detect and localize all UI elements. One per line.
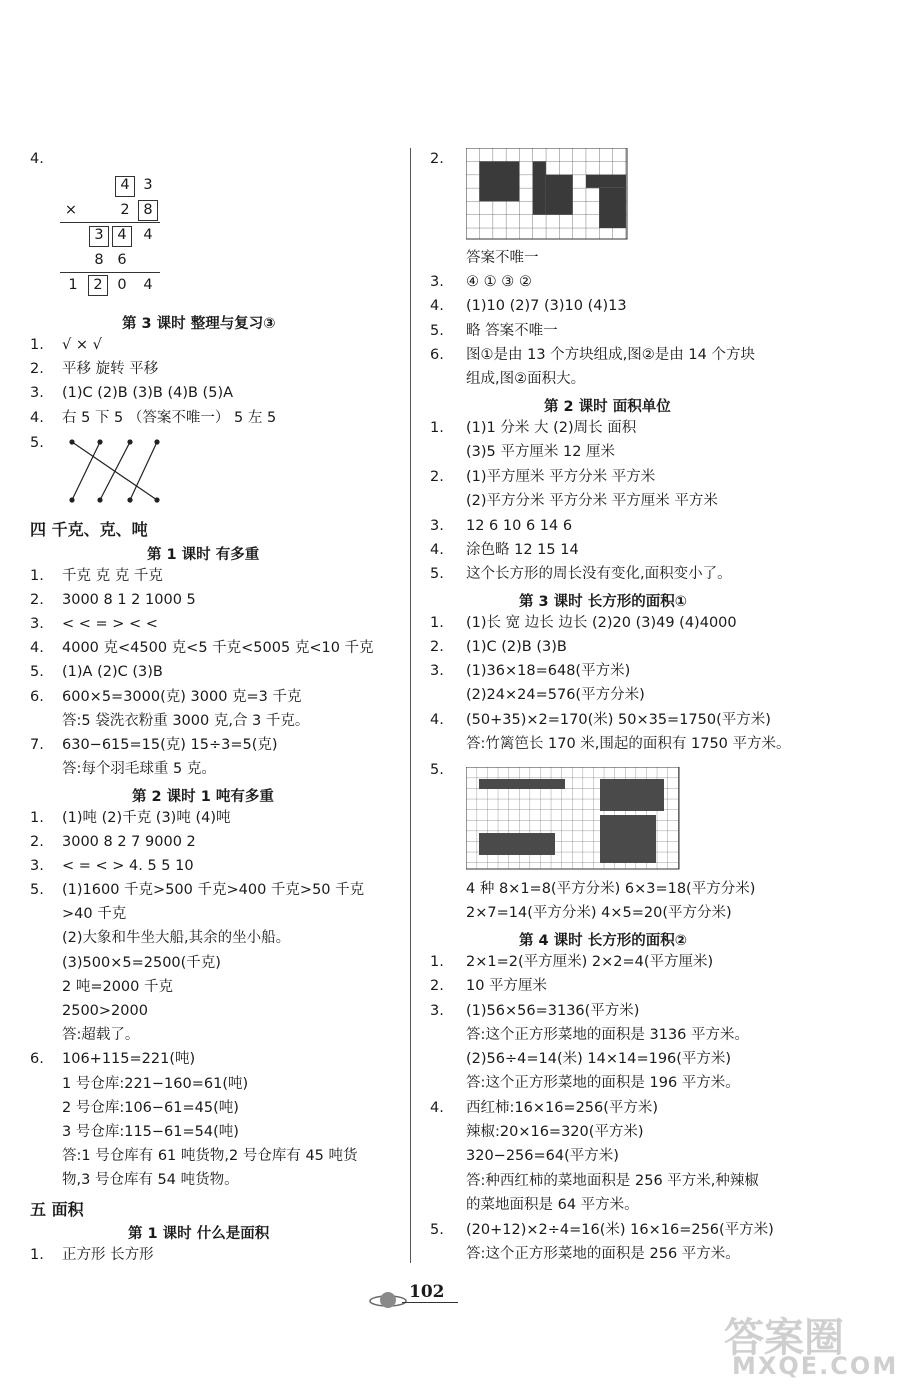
answer-text: 组成,图②面积大。 [466,371,586,387]
question-number: 1. [430,615,444,631]
question-number: 4. [430,542,444,558]
answer-text: 物,3 号仓库有 54 吨货物。 [62,1172,239,1188]
watermark-logo: 答案圈 [724,1315,844,1361]
answer-text: 答:5 袋洗衣粉重 3000 克,合 3 千克。 [62,713,310,729]
answer-text: √ × √ [62,337,102,353]
answer-text: (2)24×24=576(平方分米) [466,687,645,703]
answer-text: 答:这个正方形菜地的面积是 3136 平方米。 [466,1027,750,1043]
answer-text: 4000 克<4500 克<5 千克<5005 克<10 千克 [62,640,374,656]
answer-text: 4 种 8×1=8(平方分米) 6×3=18(平方分米) [466,881,756,897]
question-number: 3. [30,616,44,632]
lesson-title: 第 1 课时 什么是面积 [128,1226,270,1242]
question-number: 2. [30,592,44,608]
question-number: 2. [430,151,444,167]
answer-text: (1)1600 千克>500 千克>400 千克>50 千克 [62,882,365,898]
page-number-underline [402,1302,458,1303]
question-number: 1. [30,1247,44,1263]
question-number: 4. [430,1100,444,1116]
question-number: 2. [430,469,444,485]
question-number: 5. [430,566,444,582]
lesson-title: 第 3 课时 长方形的面积① [519,594,688,610]
planet-icon [368,1288,408,1314]
question-number: 5. [430,323,444,339]
answer-text: 3000 8 1 2 1000 5 [62,592,196,608]
answer-text: 略 答案不唯一 [466,323,558,339]
answer-text: 答:超载了。 [62,1027,140,1043]
section-heading: 四 千克、克、吨 [30,520,148,539]
lesson-title: 第 2 课时 面积单位 [544,399,671,415]
answer-text: 辣椒:20×16=320(平方米) [466,1124,644,1140]
digit: 3 [94,227,104,243]
digit: 4 [143,227,153,243]
digit: 4 [120,177,130,193]
answer-text: (1)1 分米 大 (2)周长 面积 [466,420,637,436]
times-sign: × [64,202,78,218]
column-divider [410,148,411,1263]
answer-text: 右 5 下 5 （答案不唯一） 5 左 5 [62,410,277,426]
watermark-url: MXQE.COM [732,1352,899,1380]
grid-figure-rectangles [466,767,680,871]
answer-text: 西红柿:16×16=256(平方米) [466,1100,659,1116]
question-number: 6. [30,689,44,705]
answer-text: 答:每个羽毛球重 5 克。 [62,761,216,777]
answer-text: 千克 克 克 千克 [62,568,163,584]
digit: 2 [120,202,130,218]
answer-text: 10 平方厘米 [466,978,548,994]
question-number: 4. [30,640,44,656]
answer-text: 3000 8 2 7 9000 2 [62,834,196,850]
question-number: 3. [430,1003,444,1019]
question-number: 1. [30,568,44,584]
answer-text: (1)C (2)B (3)B (4)B (5)A [62,385,234,401]
digit: 4 [117,227,127,243]
answer-text: (3)5 平方厘米 12 厘米 [466,444,616,460]
page-number: 102 [409,1282,445,1302]
question-number: 5. [430,762,444,778]
question-number: 2. [30,361,44,377]
answer-text: (1)平方厘米 平方分米 平方米 [466,469,656,485]
answer-text: (2)56÷4=14(米) 14×14=196(平方米) [466,1051,732,1067]
grid-figure-squares [466,148,628,240]
answer-text: 2 吨=2000 千克 [62,979,173,995]
answer-text: 630−615=15(克) 15÷3=5(克) [62,737,278,753]
digit: 6 [117,252,127,268]
answer-text: 12 6 10 6 14 6 [466,518,573,534]
answer-text: 这个长方形的周长没有变化,面积变小了。 [466,566,732,582]
answer-text: (50+35)×2=170(米) 50×35=1750(平方米) [466,712,771,728]
answer-text: 2×7=14(平方分米) 4×5=20(平方分米) [466,905,732,921]
question-number: 1. [430,420,444,436]
answer-text: 正方形 长方形 [62,1247,154,1263]
answer-text: 2 号仓库:106−61=45(吨) [62,1100,239,1116]
answer-text: 答:1 号仓库有 61 吨货物,2 号仓库有 45 吨货 [62,1148,358,1164]
digit: 2 [93,277,103,293]
answer-text: (3)500×5=2500(千克) [62,955,221,971]
answer-text: 2500>2000 [62,1003,148,1019]
answer-text: 答:这个正方形菜地的面积是 256 平方米。 [466,1246,740,1262]
answer-text: (20+12)×2÷4=16(米) 16×16=256(平方米) [466,1222,774,1238]
answer-text: 2×1=2(平方厘米) 2×2=4(平方厘米) [466,954,714,970]
section-heading: 五 面积 [30,1200,84,1219]
question-number: 5. [430,1222,444,1238]
answer-text: 106+115=221(吨) [62,1051,196,1067]
answer-text: 3 号仓库:115−61=54(吨) [62,1124,239,1140]
answer-text: 涂色略 12 15 14 [466,542,579,558]
answer-text: 320−256=64(平方米) [466,1148,619,1164]
question-number: 5. [30,882,44,898]
question-number: 3. [430,518,444,534]
question-number: 1. [430,954,444,970]
question-number: 3. [430,274,444,290]
answer-text: (1)36×18=648(平方米) [466,663,631,679]
answer-text: < < = > < < [62,616,158,632]
answer-text: >40 千克 [62,906,127,922]
digit: 4 [143,277,153,293]
digit: 1 [68,277,78,293]
question-number: 2. [430,978,444,994]
digit: 3 [143,177,153,193]
question-number: 5. [30,664,44,680]
answer-text: 平移 旋转 平移 [62,361,159,377]
lesson-title: 第 4 课时 长方形的面积② [519,933,688,949]
answer-text: 图①是由 13 个方块组成,图②是由 14 个方块 [466,347,755,363]
lesson-title: 第 1 课时 有多重 [147,547,260,563]
answer-text: 1 号仓库:221−160=61(吨) [62,1076,249,1092]
answer-text: (2)平方分米 平方分米 平方厘米 平方米 [466,493,718,509]
question-number: 2. [30,834,44,850]
lesson-title: 第 2 课时 1 吨有多重 [132,789,274,805]
question-number: 1. [30,337,44,353]
question-number: 3. [30,858,44,874]
answer-text: (1)长 宽 边长 边长 (2)20 (3)49 (4)4000 [466,615,737,631]
answer-text: (1)56×56=3136(平方米) [466,1003,640,1019]
digit: 8 [143,202,153,218]
answer-note: 答案不唯一 [466,250,539,266]
answer-text: (1)吨 (2)千克 (3)吨 (4)吨 [62,810,231,826]
question-number: 4. [30,151,44,167]
question-number: 2. [430,639,444,655]
question-number: 4. [430,712,444,728]
answer-text: (1)10 (2)7 (3)10 (4)13 [466,298,627,314]
answer-text: ④ ① ③ ② [466,274,532,290]
answer-text: 答:竹篱笆长 170 米,围起的面积有 1750 平方米。 [466,736,791,752]
question-number: 4. [430,298,444,314]
question-number: 6. [30,1051,44,1067]
answer-text: (2)大象和牛坐大船,其余的坐小船。 [62,930,291,946]
answer-text: 的菜地面积是 64 平方米。 [466,1197,639,1213]
question-number: 1. [30,810,44,826]
answer-text: (1)A (2)C (3)B [62,664,163,680]
answer-text: 答:种西红柿的菜地面积是 256 平方米,种辣椒 [466,1173,759,1189]
digit: 8 [94,252,104,268]
digit: 0 [117,277,127,293]
lesson-title: 第 3 课时 整理与复习③ [122,316,276,332]
answer-text: 答:这个正方形菜地的面积是 196 平方米。 [466,1075,740,1091]
answer-text: 600×5=3000(克) 3000 克=3 千克 [62,689,302,705]
question-number: 3. [430,663,444,679]
question-number: 5. [30,435,44,451]
matching-lines-diagram [60,436,170,508]
answer-text: (1)C (2)B (3)B [466,639,567,655]
answer-text: < = < > 4. 5 5 10 [62,858,194,874]
question-number: 4. [30,410,44,426]
question-number: 3. [30,385,44,401]
question-number: 6. [430,347,444,363]
question-number: 7. [30,737,44,753]
